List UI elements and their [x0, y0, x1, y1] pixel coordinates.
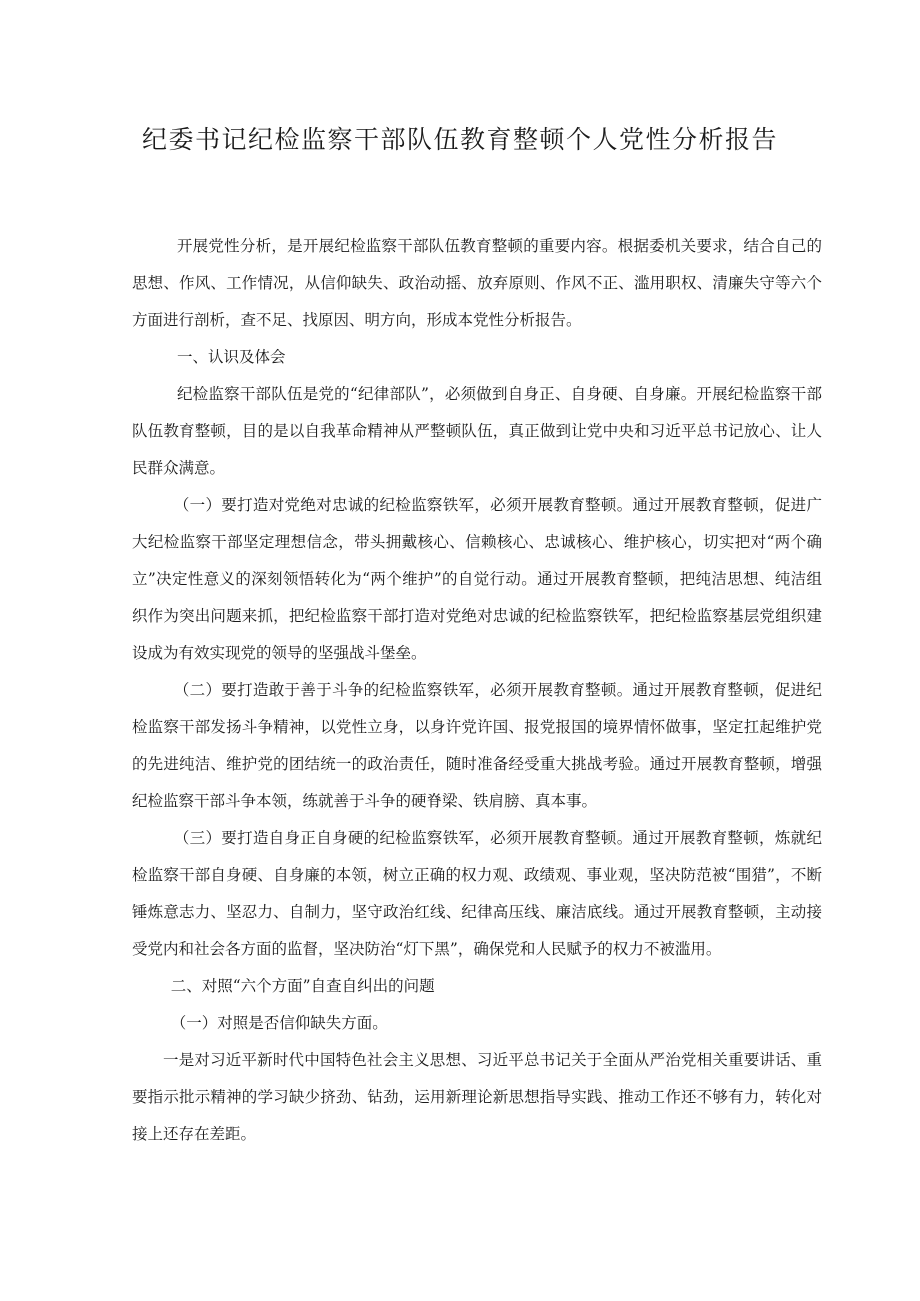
heading-section-2: 二、对照“六个方面”自查自纠出的问题 [170, 977, 435, 995]
paragraph-section-1-intro: 纪检监察干部队伍是党的“纪律部队”，必须做到自身正、自身硬、自身廉。开展纪检监察干部队伍教育整顿，目的是以自我革命精神从严整顿队伍，真正做到让党中央和习近平总书记放心、让人民群众满意。 [132, 385, 822, 477]
paragraph-section-1-item-3: （三）要打造自身正自身硬的纪检监察铁军，必须开展教育整顿。通过开展教育整顿，炼就纪检监察干部自身硬、自身廉的本领，树立正确的权力观、政绩观、事业观，坚决防范被“围猎”，不断锤炼意志力、坚忍力、自制力，坚守政治红线、纪律高压线、廉洁底线。通过开展教育整顿，主动接受党内和社会各方面的监督，坚决防治“灯下黑”，确保党和人民赋予的权力不被滥用。 [132, 829, 822, 958]
paragraph-section-1-item-2: （二）要打造敢于善于斗争的纪检监察铁军，必须开展教育整顿。通过开展教育整顿，促进纪检监察干部发扬斗争精神，以党性立身，以身许党许国、报党报国的境界情怀做事，坚定扛起维护党的先进纯洁、维护党的团结统一的政治责任，随时准备经受重大挑战考验。通过开展教育整顿，增强纪检监察干部斗争本领，练就善于斗争的硬脊梁、铁肩膀、真本事。 [132, 681, 822, 810]
paragraph-intro: 开展党性分析，是开展纪检监察干部队伍教育整顿的重要内容。根据委机关要求，结合自己的思想、作风、工作情况，从信仰缺失、政治动摇、放弃原则、作风不正、滥用职权、清廉失守等六个方面进行剖析，查不足、找原因、明方向，形成本党性分析报告。 [132, 237, 822, 329]
heading-section-1: 一、认识及体会 [176, 348, 286, 366]
paragraph-section-2-item-1-point-1: 一是对习近平新时代中国特色社会主义思想、习近平总书记关于全面从严治党相关重要讲话、重要指示批示精神的学习缺少挤劲、钻劲，运用新理论新思想指导实践、推动工作还不够有力，转化对接上还存在差距。 [132, 1051, 822, 1143]
paragraph-section-1-item-1: （一）要打造对党绝对忠诚的纪检监察铁军，必须开展教育整顿。通过开展教育整顿，促进广大纪检监察干部坚定理想信念，带头拥戴核心、信赖核心、忠诚核心、维护核心，切实把对“两个确立”决定性意义的深刻领悟转化为“两个维护”的自觉行动。通过开展教育整顿，把纯洁思想、纯洁组织作为突出问题来抓，把纪检监察干部打造对党绝对忠诚的纪检监察铁军，把纪检监察基层党组织建设成为有效实现党的领导的坚强战斗堡垒。 [132, 496, 822, 662]
document-body [132, 228, 822, 1153]
document-title: 纪委书记纪检监察干部队伍教育整顿个人党性分析报告 [141, 125, 778, 154]
heading-section-2-item-1: （一）对照是否信仰缺失方面。 [170, 1014, 388, 1032]
